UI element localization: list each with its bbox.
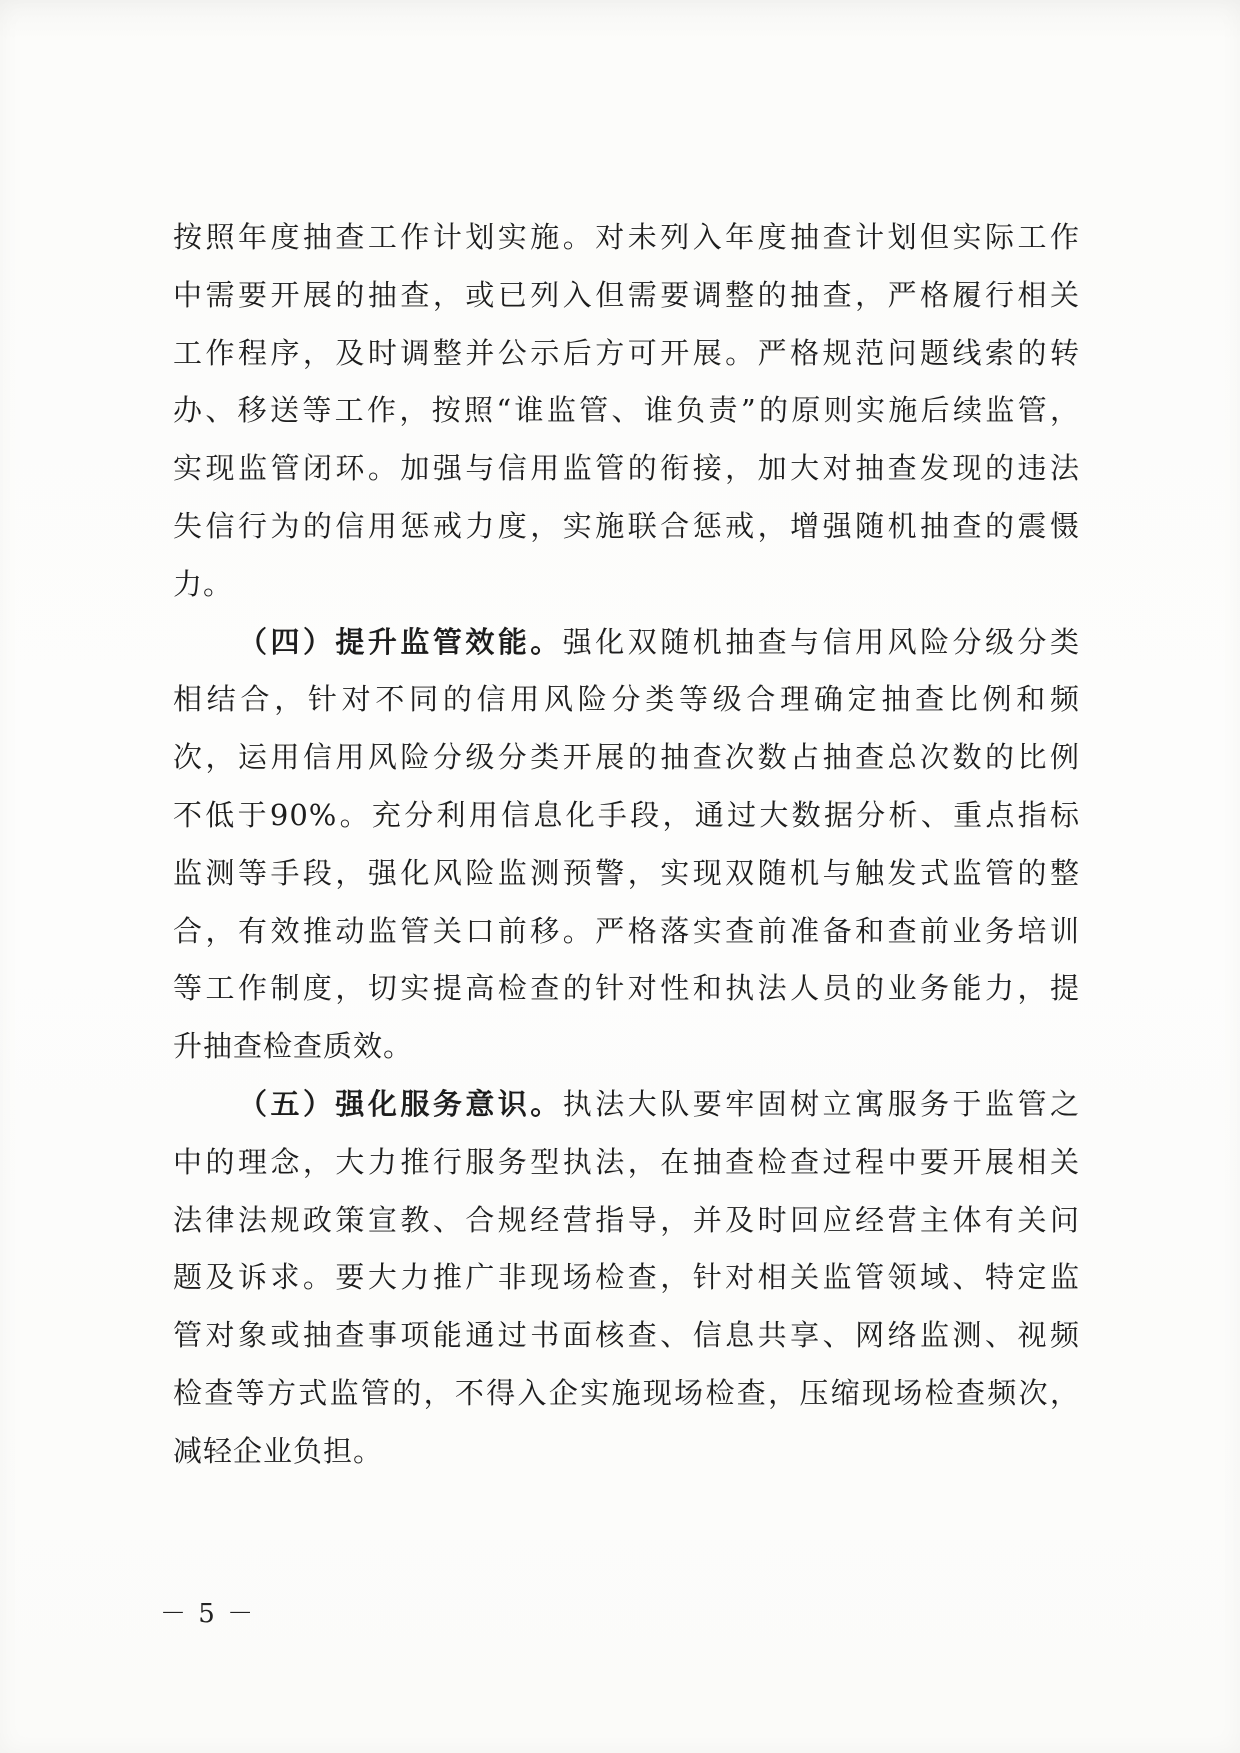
text-line: 监测等手段，强化风险监测预警，实现双随机与触发式监管的整 [173, 855, 1080, 890]
text-line: 次，运用信用风险分级分类开展的抽查次数占抽查总次数的比例 [173, 740, 1080, 775]
paragraph [173, 1076, 1080, 1481]
document-body [173, 209, 1080, 1481]
text-line: 合，有效推动监管关口前移。严格落实查前准备和查前业务培训 [173, 913, 1080, 948]
text-line: 题及诉求。要大力推广非现场检查，针对相关监管领域、特定监 [173, 1260, 1080, 1295]
text-line: 失信行为的信用惩戒力度，实施联合惩戒，增强随机抽查的震慑 [173, 508, 1080, 543]
text-line: 不低于90%。充分利用信息化手段，通过大数据分析、重点指标 [173, 797, 1080, 832]
section-heading: （五）强化服务意识。 [238, 1086, 563, 1121]
text-line: 相结合，针对不同的信用风险分类等级合理确定抽查比例和频 [173, 682, 1080, 717]
text-span: 执法大队要牢固树立寓服务于监管之 [562, 1086, 1080, 1121]
text-span: 强化双随机抽查与信用风险分级分类 [562, 624, 1080, 659]
text-line: 中需要开展的抽查，或已列入但需要调整的抽查，严格履行相关 [173, 277, 1080, 312]
section-heading: （四）提升监管效能。 [238, 624, 563, 659]
paragraph-first-line [173, 1076, 1080, 1134]
paragraph [173, 614, 1080, 1076]
text-line: 法律法规政策宣教、合规经营指导，并及时回应经营主体有关问 [173, 1202, 1080, 1237]
text-line: 管对象或抽查事项能通过书面核查、信息共享、网络监测、视频 [173, 1318, 1080, 1353]
page-number: － 5 － [160, 1599, 256, 1629]
text-line: 中的理念，大力推行服务型执法，在抽查检查过程中要开展相关 [173, 1144, 1080, 1179]
paragraph-first-line [173, 614, 1080, 672]
text-line: 减轻企业负担。 [173, 1433, 384, 1468]
text-line: 实现监管闭环。加强与信用监管的衔接，加大对抽查发现的违法 [173, 451, 1080, 486]
text-line: 升抽查检查质效。 [173, 1029, 414, 1064]
text-line: 等工作制度，切实提高检查的针对性和执法人员的业务能力，提 [173, 971, 1080, 1006]
text-line: 检查等方式监管的，不得入企实施现场检查，压缩现场检查频次， [173, 1375, 1080, 1410]
paragraph [173, 209, 1080, 614]
text-line: 力。 [173, 566, 234, 601]
text-line: 按照年度抽查工作计划实施。对未列入年度抽查计划但实际工作 [173, 220, 1080, 254]
text-line: 工作程序，及时调整并公示后方可开展。严格规范问题线索的转 [173, 335, 1080, 370]
text-line: 办、移送等工作，按照“谁监管、谁负责”的原则实施后续监管， [173, 393, 1080, 428]
